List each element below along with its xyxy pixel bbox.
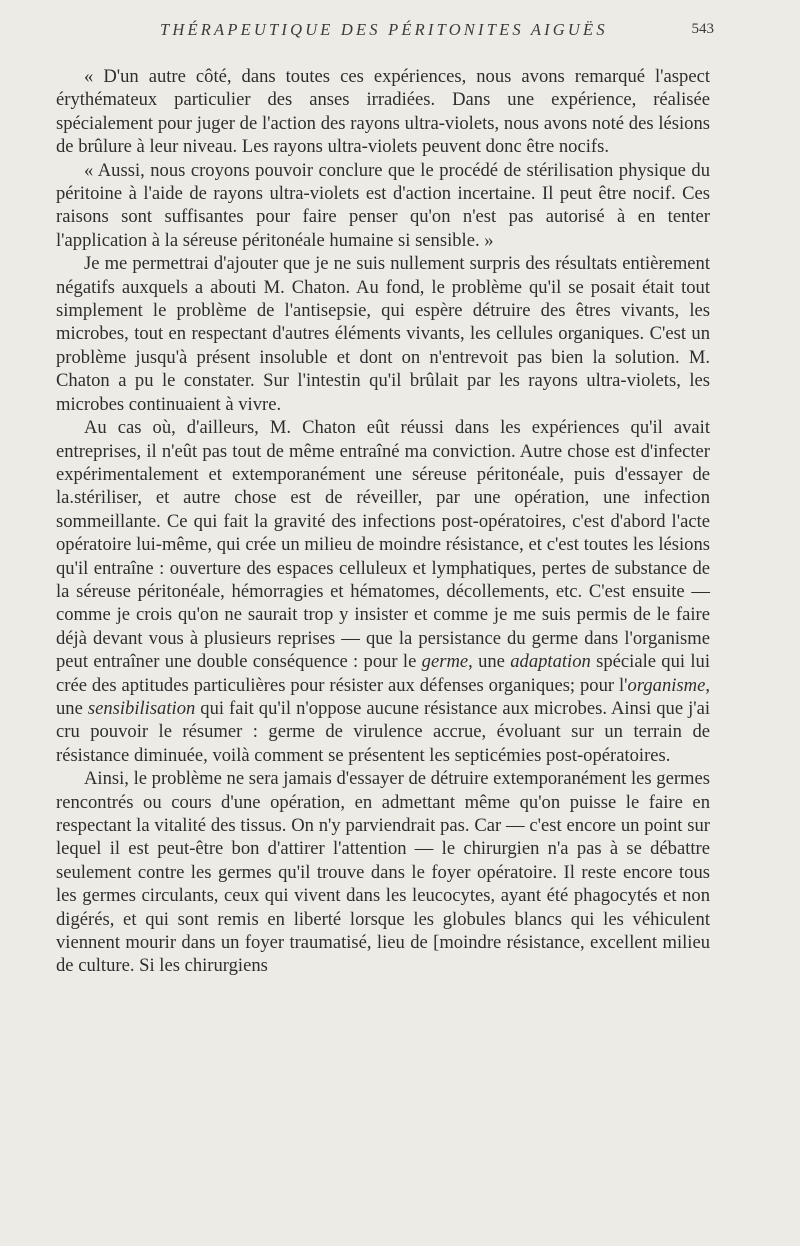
paragraph-4-text-a: Au cas où, d'ailleurs, M. Chaton eût réussi dans les expériences qu'il avait entreprises, il n'eût pas tout de même entraîné ma conviction. Autre chose est d'infecter expérimentalement et extemporanément une séreuse péritonéale, puis d'essayer de la.stériliser, et autre chose est de réveiller, par une opération, une infection sommeillante. Ce qui fait la gravité des infections post-opératoires, c'est d'abord l'acte opératoire lui-même, qui crée un milieu de moindre résistance, et c'est toutes les lésions qu'il entraîne : ouverture des espaces celluleux et lymphatiques, pertes de substance de la séreuse péritonéale, hémorragies et hématomes, décollements, etc. C'est ensuite — comme je crois qu'on ne saurait trop y insister et comme je me suis permis de le faire déjà devant vous à plusieurs reprises — que la persistance du germe dans l'organisme peut entraîner une double conséquence : pour le bbox=[56, 417, 710, 673]
paragraph-4 bbox=[56, 416, 710, 767]
paragraph-3: Je me permettrai d'ajouter que je ne suis nullement surpris des résultats entièrement négatifs auxquels a abouti M. Chaton. Au fond, le problème qu'il se posait était tout simplement le problème de l'antisepsie, qui espère détruire des êtres vivants, les microbes, tout en respectant d'autres éléments vivants, les cellules organiques. C'est un problème jusqu'à présent insoluble et dont on n'entrevoit pas bien la solution. M. Chaton a pu le constater. Sur l'intestin qu'il brûlait par les rayons ultra-violets, les microbes continuaient à vivre. bbox=[56, 253, 710, 415]
paragraph-4-text-b: , une bbox=[468, 651, 511, 673]
paragraph-4-text-e: qui fait qu'il n'oppose aucune résistance aux microbes. Ainsi que j'ai cru pouvoir le résumer : germe de virulence accrue, évoluant sur un terrain de résistance diminuée, voilà comment se présentent les septicémies post-opératoires. bbox=[56, 697, 710, 766]
paragraph-5: Ainsi, le problème ne sera jamais d'essayer de détruire extemporanément les germes rencontrés ou cours d'une opération, en admettant même qu'on puisse le faire en respectant la vitalité des tissus. On n'y parviendrait pas. Car — c'est encore un point sur lequel il est peut-être bon d'attirer l'attention — le chirurgien n'a pas à se débattre seulement contre les germes qu'il trouve dans le foyer opératoire. Il reste encore tous les germes circulants, ceux qui vivent dans les leucocytes, ayant été phagocytés et non digérés, et qui sont remis en liberté lorsque les globules blancs qui les véhiculent viennent mourir dans un foyer traumatisé, lieu de [moindre résistance, excellent milieu de culture. Si les chirurgiens bbox=[56, 768, 711, 977]
paragraph-4-text-c: spéciale qui lui crée des aptitudes particulières pour résister aux défenses organiques; pour l' bbox=[56, 651, 710, 696]
running-header bbox=[0, 20, 800, 44]
emphasis-adaptation: adaptation bbox=[510, 651, 591, 673]
body-text bbox=[56, 65, 710, 978]
header-title: THÉRAPEUTIQUE DES PÉRITONITES AIGUËS bbox=[160, 20, 608, 39]
paragraph-4-text-d: , une bbox=[56, 674, 710, 719]
emphasis-sensibilisation: sensibilisation bbox=[87, 697, 196, 719]
emphasis-organisme: organisme bbox=[627, 674, 706, 696]
paragraph-1: « D'un autre côté, dans toutes ces expériences, nous avons remarqué l'aspect érythémateux particulier des anses irradiées. Dans une expérience, réalisée spécialement pour juger de l'action des rayons ultra-violets, nous avons noté des lésions de brûlure à leur niveau. Les rayons ultra-violets peuvent donc être nocifs. bbox=[56, 66, 710, 158]
page-number: 543 bbox=[691, 21, 714, 37]
emphasis-germe: germe bbox=[421, 651, 469, 673]
paragraph-2: « Aussi, nous croyons pouvoir conclure que le procédé de stérilisation physique du péritoine à l'aide de rayons ultra-violets est d'action incertaine. Il peut être nocif. Ces raisons sont suffisantes pour faire penser qu'on n'est pas autorisé à en tenter l'application à la séreuse péritonéale humaine si sensible. » bbox=[56, 159, 710, 251]
